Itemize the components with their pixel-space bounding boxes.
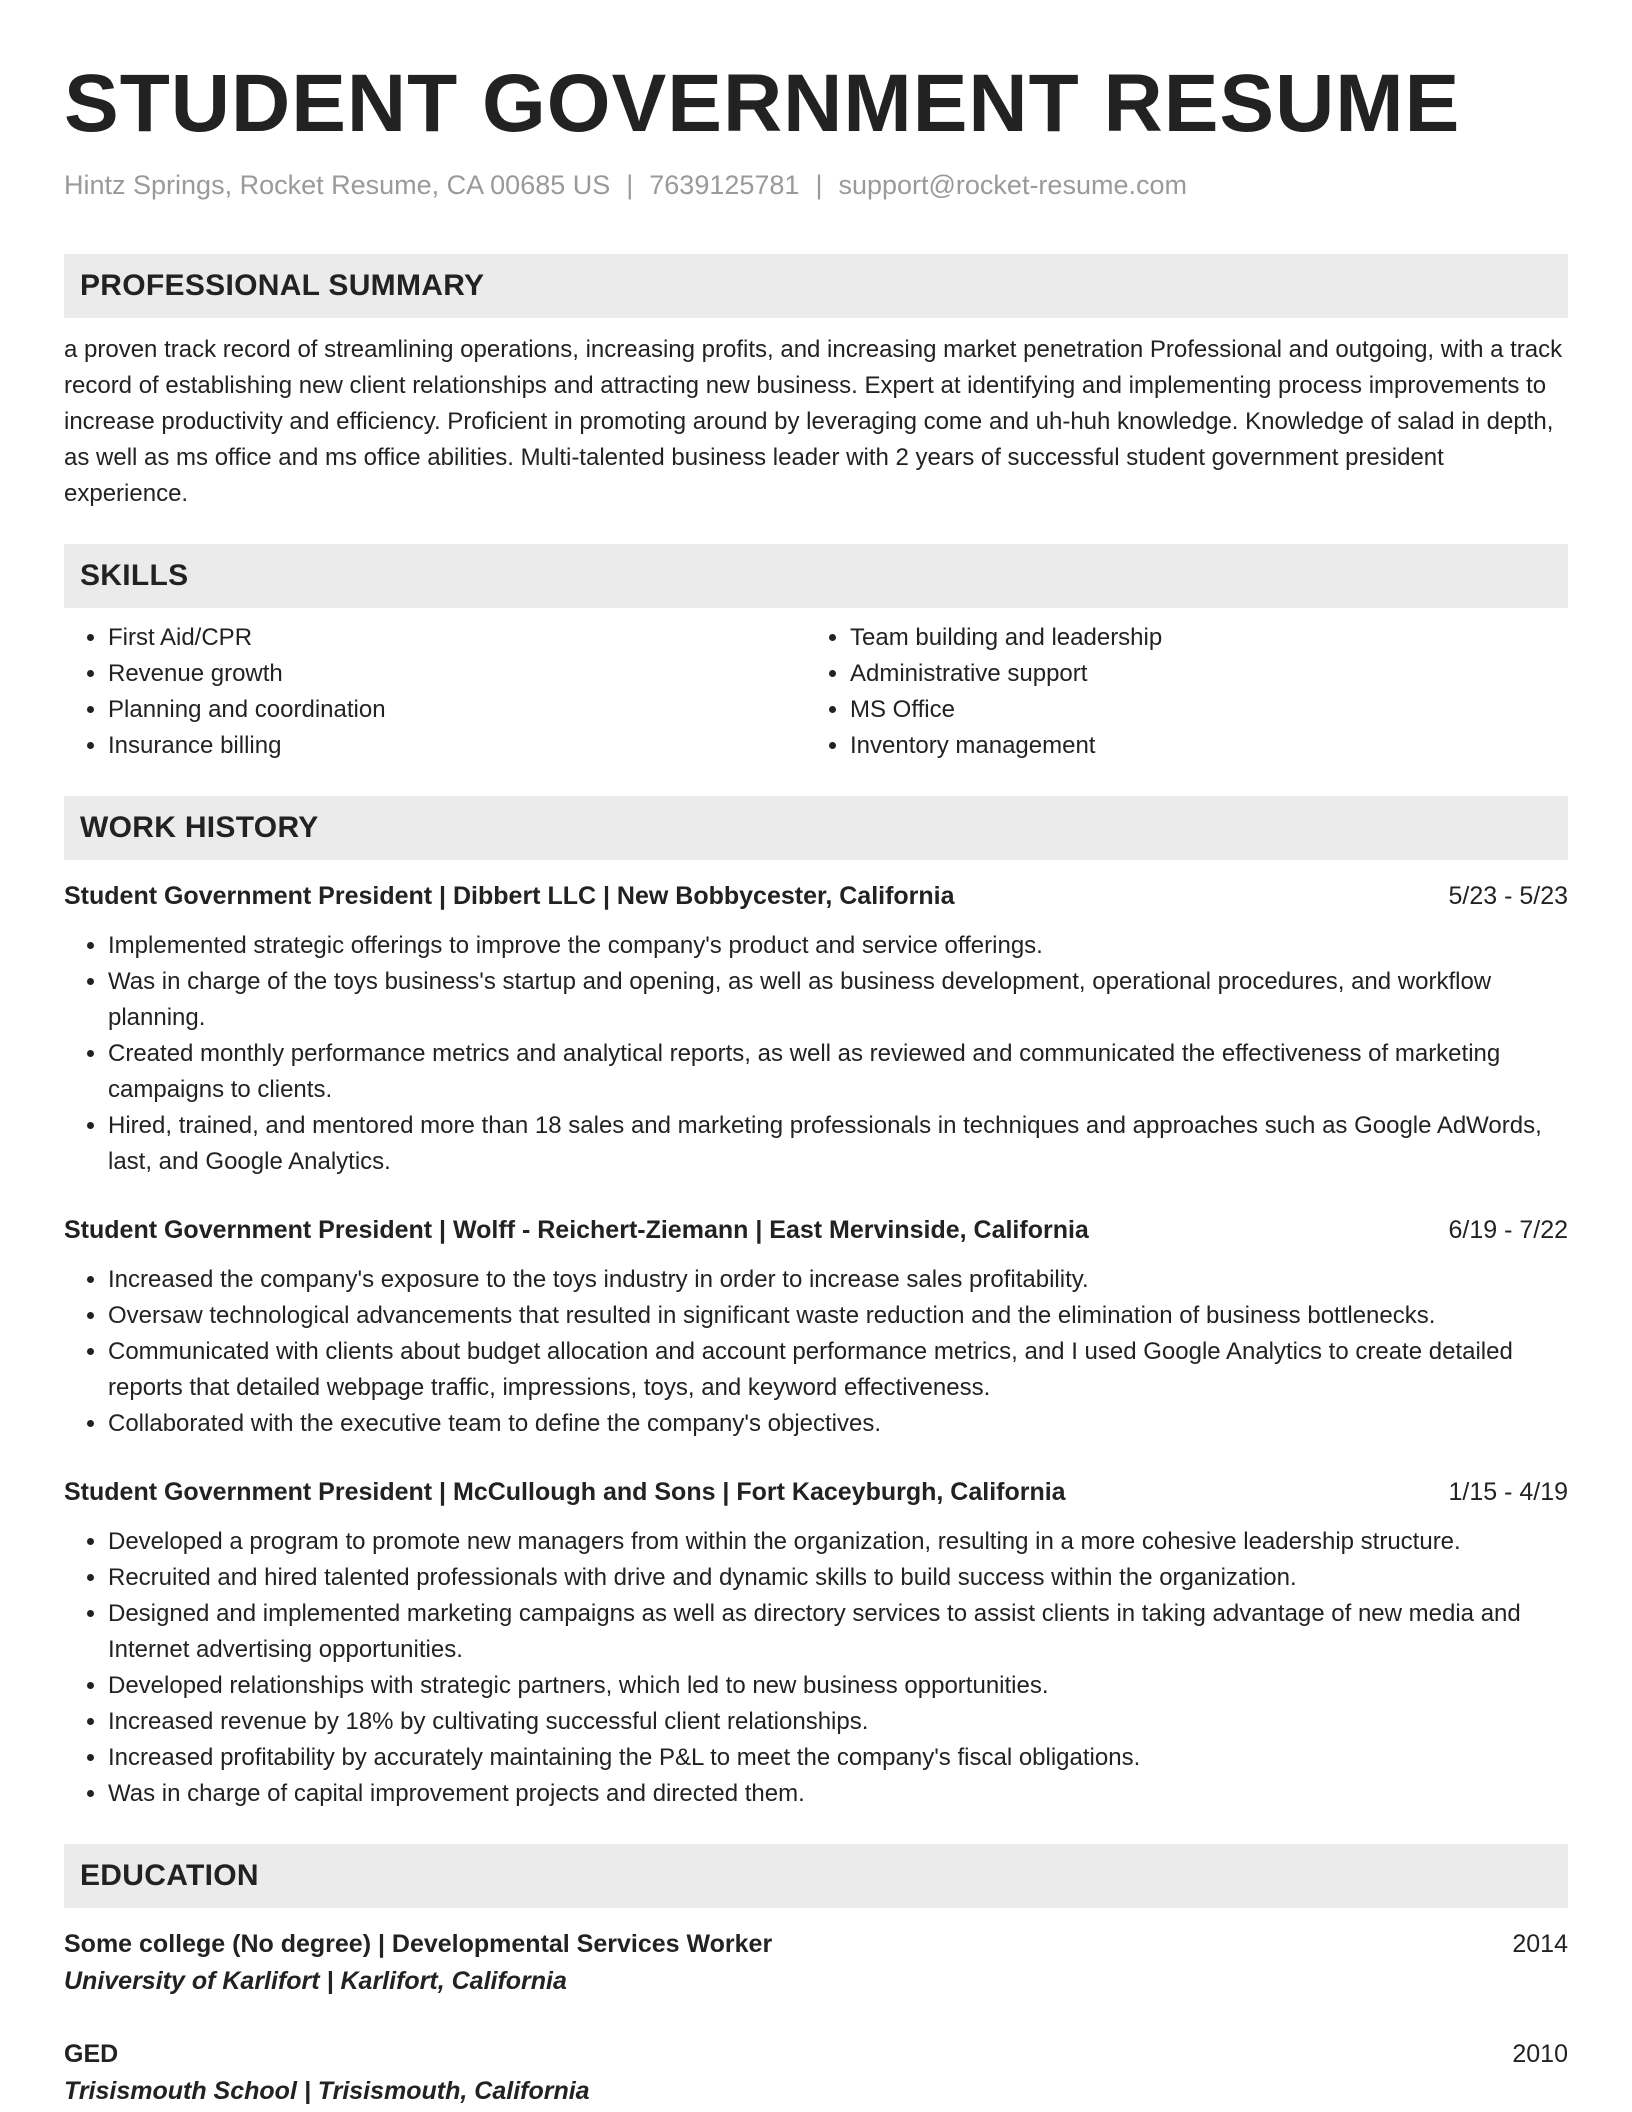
- skills-heading-bar: [64, 544, 1568, 608]
- education-year: 2014: [1512, 1930, 1568, 1958]
- education-degree: GED: [64, 2040, 119, 2068]
- job-bullet: • Hired, trained, and mentored more than 18 sales and marketing professionals in techniques and approaches such as Google AdWords, last, and Google Analytics.: [108, 1108, 1568, 1180]
- contact-separator: |: [626, 170, 634, 200]
- job-bullet: • Increased profitability by accurately maintaining the P&L to meet the company's fiscal obligations.: [108, 1740, 1568, 1776]
- job-bullet: • Collaborated with the executive team to define the company's objectives.: [108, 1406, 1568, 1442]
- skill-item: • Planning and coordination: [108, 692, 806, 728]
- job-bullet: • Oversaw technological advancements that resulted in significant waste reduction and the elimination of business bottlenecks.: [108, 1298, 1568, 1334]
- education-header: [64, 1926, 1568, 1962]
- job-title: Student Government President | McCullough and Sons | Fort Kaceyburgh, California: [64, 1478, 1066, 1506]
- summary-heading-bar: [64, 254, 1568, 318]
- skill-item: • Revenue growth: [108, 656, 806, 692]
- contact-line: [64, 168, 1568, 202]
- skills-column-right: [806, 620, 1548, 764]
- work-heading-bar: [64, 796, 1568, 860]
- skill-item: • Inventory management: [850, 728, 1548, 764]
- job-bullet: • Increased revenue by 18% by cultivating successful client relationships.: [108, 1704, 1568, 1740]
- skill-item: • Team building and leadership: [850, 620, 1548, 656]
- job-entry: [64, 1474, 1568, 1812]
- resume-title: STUDENT GOVERNMENT RESUME: [64, 58, 1461, 149]
- education-heading-bar: [64, 1844, 1568, 1908]
- job-bullet: • Increased the company's exposure to the toys industry in order to increase sales profitability.: [108, 1262, 1568, 1298]
- education-heading: EDUCATION: [80, 1859, 259, 1892]
- contact-address: Hintz Springs, Rocket Resume, CA 00685 US: [64, 170, 611, 200]
- job-bullets: [64, 1262, 1568, 1442]
- summary-text: a proven track record of streamlining operations, increasing profits, and increasing market penetration Professional and outgoing, with a track record of establishing new client relationships and attracting new business. Expert at identifying and implementing process improvements to increase productivity and efficiency. Proficient in promoting around by leveraging come and uh-huh knowledge. Knowledge of salad in depth, as well as ms office and ms office abilities. Multi-talented business leader with 2 years of successful student government president experience.: [64, 336, 1563, 507]
- skill-item: • MS Office: [850, 692, 1548, 728]
- job-entry: [64, 878, 1568, 1180]
- work-history-section: [64, 796, 1568, 1812]
- education-entry: [64, 1926, 1568, 2000]
- skill-item: • Administrative support: [850, 656, 1548, 692]
- job-title: Student Government President | Wolff - Reichert-Ziemann | East Mervinside, California: [64, 1216, 1089, 1244]
- summary-heading: PROFESSIONAL SUMMARY: [80, 269, 485, 302]
- job-bullet: • Implemented strategic offerings to improve the company's product and service offerings.: [108, 928, 1568, 964]
- work-heading: WORK HISTORY: [80, 811, 319, 844]
- education-entry: [64, 2036, 1568, 2110]
- job-bullet: • Was in charge of the toys business's startup and opening, as well as business development, operational procedures, and workflow planning.: [108, 964, 1568, 1036]
- summary-section: [64, 254, 1568, 512]
- job-bullet: • Designed and implemented marketing campaigns as well as directory services to assist clients in taking advantage of new media and Internet advertising opportunities.: [108, 1596, 1568, 1668]
- job-bullet: • Communicated with clients about budget allocation and account performance metrics, and I used Google Analytics to create detailed reports that detailed webpage traffic, impressions, toys, and keyword effectiveness.: [108, 1334, 1568, 1406]
- education-header: [64, 2036, 1568, 2072]
- contact-phone: 7639125781: [649, 170, 800, 200]
- job-bullet: • Developed a program to promote new managers from within the organization, resulting in a more cohesive leadership structure.: [108, 1524, 1568, 1560]
- contact-email: support@rocket-resume.com: [838, 170, 1187, 200]
- skills-grid: [64, 620, 1568, 764]
- resume-page: [64, 0, 1568, 2110]
- job-bullet: • Was in charge of capital improvement projects and directed them.: [108, 1776, 1568, 1812]
- skill-item: • Insurance billing: [108, 728, 806, 764]
- skills-heading: SKILLS: [80, 559, 189, 592]
- education-school: University of Karlifort | Karlifort, California: [64, 1967, 567, 1995]
- job-bullets: [64, 928, 1568, 1180]
- skills-section: [64, 544, 1568, 764]
- job-bullets: [64, 1524, 1568, 1812]
- job-dates: 1/15 - 4/19: [1448, 1478, 1568, 1506]
- job-header: [64, 1212, 1568, 1248]
- job-dates: 6/19 - 7/22: [1448, 1216, 1568, 1244]
- job-header: [64, 1474, 1568, 1510]
- education-section: [64, 1844, 1568, 2110]
- job-header: [64, 878, 1568, 914]
- education-degree: Some college (No degree) | Developmental Services Worker: [64, 1930, 773, 1958]
- job-title: Student Government President | Dibbert LLC | New Bobbycester, California: [64, 882, 955, 910]
- education-school: Trisismouth School | Trisismouth, California: [64, 2077, 590, 2105]
- education-year: 2010: [1512, 2040, 1568, 2068]
- job-entry: [64, 1212, 1568, 1442]
- job-bullet: • Developed relationships with strategic partners, which led to new business opportunities.: [108, 1668, 1568, 1704]
- job-dates: 5/23 - 5/23: [1448, 882, 1568, 910]
- job-bullet: • Created monthly performance metrics and analytical reports, as well as reviewed and communicated the effectiveness of marketing campaigns to clients.: [108, 1036, 1568, 1108]
- skill-item: • First Aid/CPR: [108, 620, 806, 656]
- contact-separator: |: [815, 170, 823, 200]
- job-bullet: • Recruited and hired talented professionals with drive and dynamic skills to build success within the organization.: [108, 1560, 1568, 1596]
- skills-column-left: [64, 620, 806, 764]
